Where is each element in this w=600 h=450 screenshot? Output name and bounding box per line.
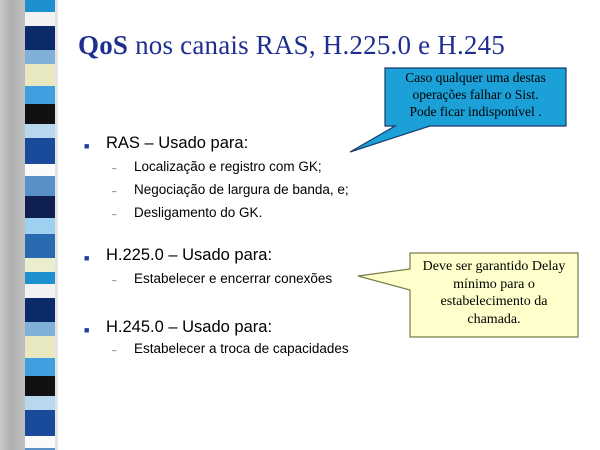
section-heading-ras: RAS – Usado para: bbox=[106, 134, 249, 152]
blue-callout-text bbox=[387, 70, 564, 121]
h245-item: Estabelecer a troca de capacidades bbox=[134, 341, 349, 356]
dash-icon: – bbox=[112, 346, 117, 355]
bullet-icon: ■ bbox=[84, 325, 90, 335]
section-heading-h245: H.245.0 – Usado para: bbox=[106, 318, 273, 336]
title-rest: nos canais RAS, H.225.0 e H.245 bbox=[128, 30, 505, 60]
ras-item: Negociação de largura de banda, e; bbox=[134, 182, 349, 197]
callout-line: chamada. bbox=[467, 311, 521, 327]
title-bold: QoS bbox=[78, 30, 129, 60]
callout-line: Deve ser garantido Delay bbox=[422, 259, 566, 274]
callout-line: Pode ficar indisponível . bbox=[409, 103, 542, 119]
callout-line: Caso qualquer uma destas bbox=[405, 70, 546, 85]
section-heading-h225: H.225.0 – Usado para: bbox=[106, 246, 273, 264]
dash-icon: – bbox=[112, 210, 117, 219]
yellow-callout-text bbox=[412, 258, 576, 328]
h225-item: Estabelecer e encerrar conexões bbox=[134, 271, 333, 286]
callout-line: operações falhar o Sist. bbox=[412, 86, 539, 102]
ras-item: Desligamento do GK. bbox=[134, 205, 263, 220]
bullet-icon: ■ bbox=[84, 141, 90, 151]
dash-icon: – bbox=[112, 164, 117, 173]
callout-line: mínimo para o bbox=[453, 276, 535, 292]
ras-item: Localização e registro com GK; bbox=[134, 159, 322, 174]
callout-line: estabelecimento da bbox=[440, 294, 548, 309]
dash-icon: – bbox=[112, 276, 117, 285]
dash-icon: – bbox=[112, 187, 117, 196]
bullet-icon: ■ bbox=[84, 253, 90, 263]
